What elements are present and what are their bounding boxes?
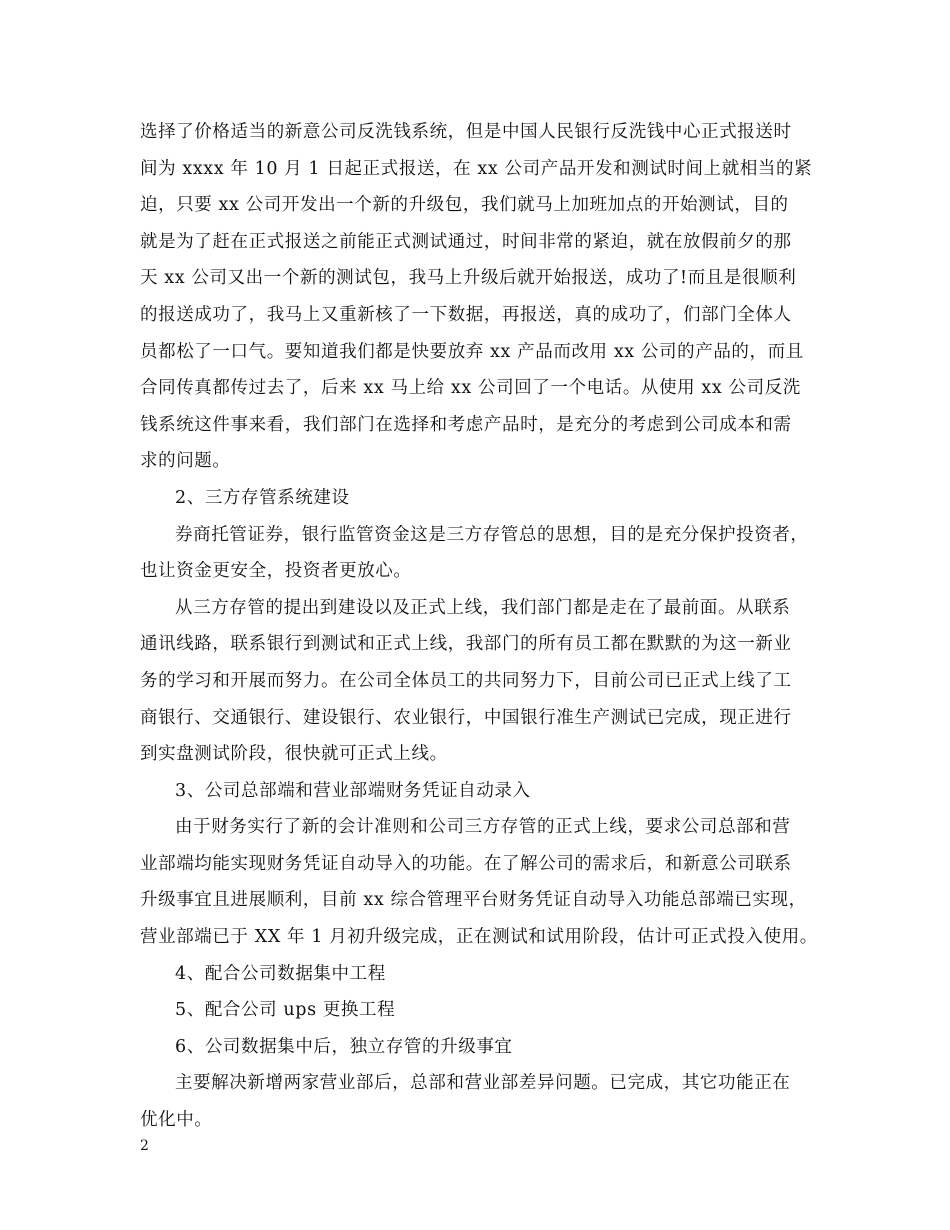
- text-line: 4、配合公司数据集中工程: [175, 963, 386, 984]
- text-line: 营业部端已于 XX 年 1 月初升级完成，正在测试和试用阶段，估计可正式投入使用。: [140, 927, 818, 948]
- text-line: 商银行、交通银行、建设银行、农业银行，中国银行准生产测试已完成，现正进行: [140, 707, 792, 728]
- text-line: 选择了价格适当的新意公司反洗钱系统，但是中国人民银行反洗钱中心正式报送时: [140, 122, 792, 142]
- text-line: 3、公司总部端和营业部端财务凭证自动录入: [175, 780, 531, 801]
- text-line: 业部端均能实现财务凭证自动导入的功能。在了解公司的需求后，和新意公司联系: [140, 853, 792, 874]
- text-line: 主要解决新增两家营业部后，总部和营业部差异问题。已完成，其它功能正在: [175, 1073, 791, 1094]
- page-number: 2: [140, 1138, 149, 1154]
- text-line: 优化中。: [140, 1110, 213, 1131]
- text-line: 升级事宜且进展顺利，目前 xx 综合管理平台财务凭证自动导入功能总部端已实现，: [140, 890, 807, 911]
- text-line: 从三方存管的提出到建设以及正式上线，我们部门都是走在了最前面。从联系: [175, 597, 791, 618]
- text-line: 就是为了赶在正式报送之前能正式测试通过，时间非常的紧迫，就在放假前夕的那: [140, 231, 792, 252]
- text-line: 迫，只要 xx 公司开发出一个新的升级包，我们就马上加班加点的开始测试，目的: [140, 195, 789, 216]
- text-line: 2、三方存管系统建设: [175, 487, 350, 508]
- text-line: 也让资金更安全，投资者更放心。: [140, 561, 412, 582]
- text-line: 天 xx 公司又出一个新的测试包，我马上升级后就开始报送，成功了!而且是很顺利: [140, 268, 797, 289]
- text-line: 的报送成功了，我马上又重新核了一下数据，再报送，真的成功了，们部门全体人: [140, 304, 792, 325]
- text-line: 钱系统这件事来看，我们部门在选择和考虑产品时，是充分的考虑到公司成本和需: [140, 414, 792, 435]
- text-line: 合同传真都传过去了，后来 xx 马上给 xx 公司回了一个电话。从使用 xx 公司反洗: [140, 378, 801, 399]
- text-line: 员都松了一口气。要知道我们都是快要放弃 xx 产品而改用 xx 公司的产品的，而且: [140, 341, 804, 362]
- text-line: 6、公司数据集中后，独立存管的升级事宜: [175, 1036, 513, 1057]
- text-line: 5、配合公司 ups 更换工程: [175, 1000, 396, 1021]
- text-line: 由于财务实行了新的会计准则和公司三方存管的正式上线，要求公司总部和营: [175, 817, 791, 838]
- text-line: 通讯线路，联系银行到测试和正式上线，我部门的所有员工都在默默的为这一新业: [140, 634, 792, 655]
- document-body: [140, 114, 830, 1139]
- text-line: 券商托管证券，银行监管资金这是三方存管总的思想，目的是充分保护投资者，: [175, 524, 809, 545]
- text-line: 间为 xxxx 年 10 月 1 日起正式报送，在 xx 公司产品开发和测试时间上就相当的紧: [140, 158, 813, 179]
- text-line: 务的学习和开展而努力。在公司全体员工的共同努力下，目前公司已正式上线了工: [140, 670, 792, 691]
- text-line: 到实盘测试阶段，很快就可正式上线。: [140, 744, 448, 765]
- text-line: 求的问题。: [140, 451, 231, 472]
